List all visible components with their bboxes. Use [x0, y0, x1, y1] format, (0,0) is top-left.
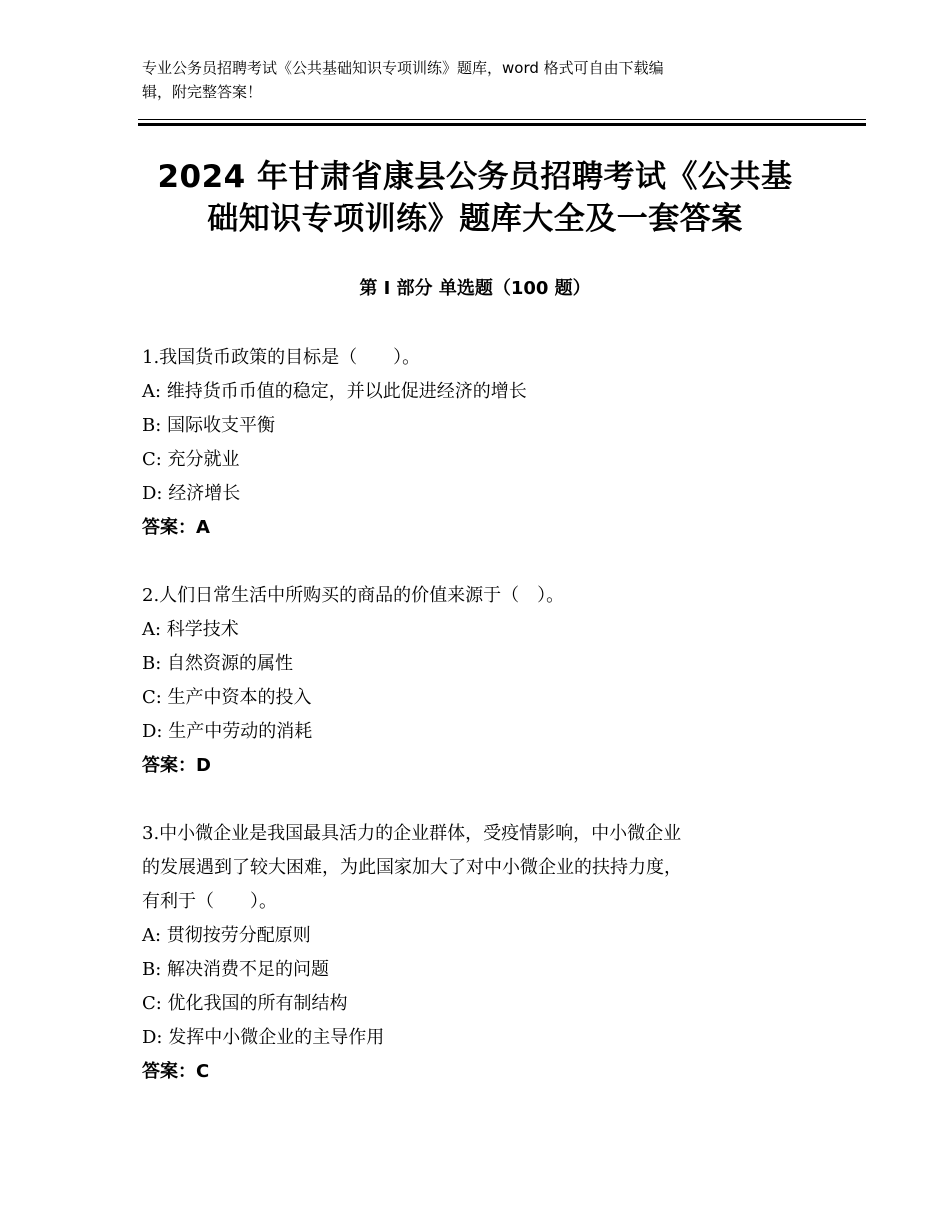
section-title: 第 I 部分 单选题（100 题） [359, 278, 591, 299]
option-b: B: 解决消费不足的问题 [142, 959, 330, 980]
header-note [142, 56, 792, 104]
option-a: A: 维持货币币值的稳定，并以此促进经济的增长 [142, 381, 527, 402]
answer: 答案：D [142, 755, 211, 776]
question-stem-line-1: 3.中小微企业是我国最具活力的企业群体，受疫情影响，中小微企业 [142, 823, 682, 844]
header-note-line-2: 辑，附完整答案！ [142, 83, 263, 101]
header-note-line-1: 专业公务员招聘考试《公共基础知识专项训练》题库，word 格式可自由下载编 [142, 59, 664, 77]
option-b: B: 自然资源的属性 [142, 653, 294, 674]
question-2 [142, 579, 802, 783]
answer: 答案：A [142, 517, 210, 538]
document-title-line-2: 础知识专项训练》题库大全及一套答案 [207, 201, 743, 237]
option-a: A: 贯彻按劳分配原则 [142, 925, 311, 946]
option-a: A: 科学技术 [142, 619, 239, 640]
question-stem: 2.人们日常生活中所购买的商品的价值来源于（ ）。 [142, 585, 565, 606]
header-divider-top [138, 119, 866, 120]
document-title [120, 156, 830, 240]
question-stem-line-2: 的发展遇到了较大困难，为此国家加大了对中小微企业的扶持力度， [142, 857, 682, 878]
question-list [142, 341, 802, 1123]
answer: 答案：C [142, 1061, 210, 1082]
question-1 [142, 341, 802, 545]
option-c: C: 优化我国的所有制结构 [142, 993, 348, 1014]
option-d: D: 经济增长 [142, 483, 241, 504]
option-b: B: 国际收支平衡 [142, 415, 276, 436]
question-stem-line-3: 有利于（ ）。 [142, 891, 277, 912]
question-3 [142, 817, 802, 1089]
header-divider-bottom [138, 123, 866, 126]
option-d: D: 生产中劳动的消耗 [142, 721, 313, 742]
option-c: C: 生产中资本的投入 [142, 687, 312, 708]
option-d: D: 发挥中小微企业的主导作用 [142, 1027, 385, 1048]
document-title-line-1: 2024 年甘肃省康县公务员招聘考试《公共基 [157, 159, 793, 195]
question-stem: 1.我国货币政策的目标是（ ）。 [142, 347, 421, 368]
option-c: C: 充分就业 [142, 449, 240, 470]
